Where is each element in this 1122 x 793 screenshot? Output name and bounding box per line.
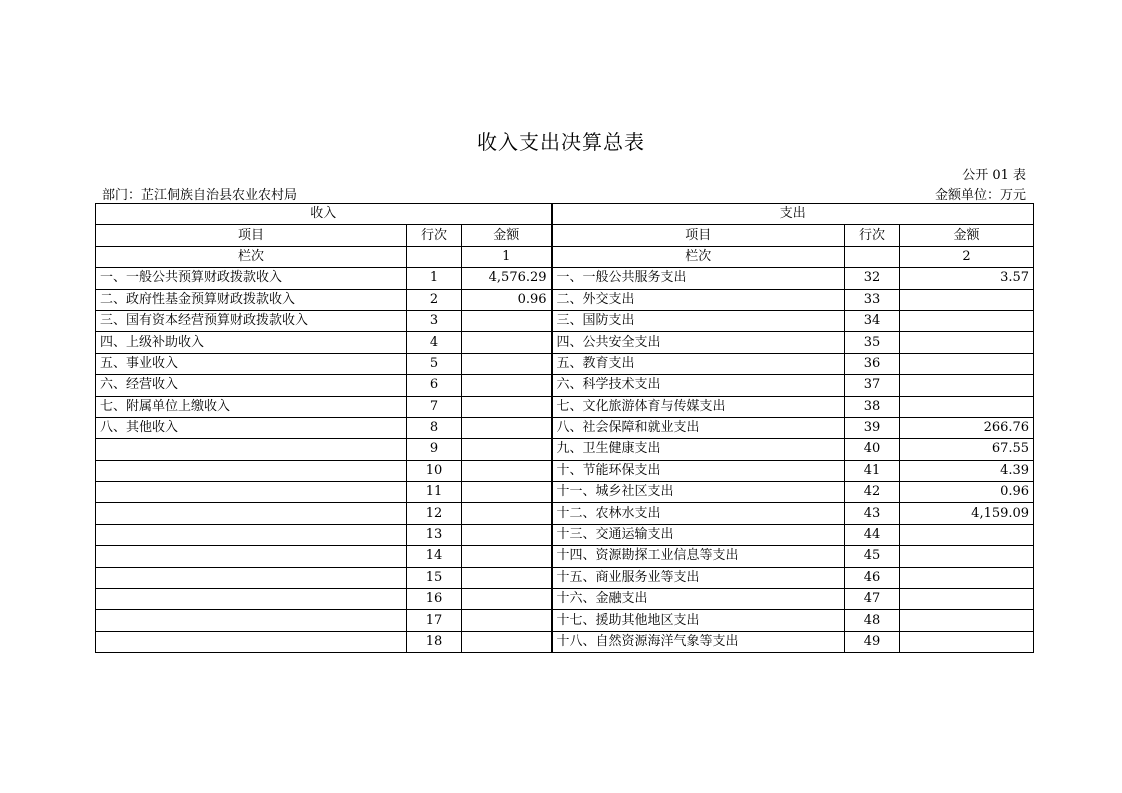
table-row <box>96 289 1034 310</box>
expense-line-number: 34 <box>845 310 900 331</box>
expense-amount <box>900 567 1034 588</box>
expense-line-number: 37 <box>845 375 900 396</box>
income-amount <box>462 460 552 481</box>
income-item: 七、附属单位上缴收入 <box>96 396 407 417</box>
expense-item: 十五、商业服务业等支出 <box>552 567 845 588</box>
income-line-number: 10 <box>407 460 462 481</box>
income-column-number-label: 栏次 <box>96 246 407 267</box>
table-row <box>96 631 1034 652</box>
income-line-number: 13 <box>407 524 462 545</box>
expense-item: 六、科学技术支出 <box>552 375 845 396</box>
expense-amount <box>900 546 1034 567</box>
income-item: 四、上级补助收入 <box>96 332 407 353</box>
expense-item: 二、外交支出 <box>552 289 845 310</box>
expense-amount: 67.55 <box>900 439 1034 460</box>
income-item: 六、经营收入 <box>96 375 407 396</box>
income-item <box>96 439 407 460</box>
income-amount-header: 金额 <box>462 225 552 246</box>
income-section-header: 收入 <box>96 204 552 225</box>
income-amount <box>462 417 552 438</box>
table-row <box>96 396 1034 417</box>
expense-line-number: 45 <box>845 546 900 567</box>
income-item <box>96 460 407 481</box>
income-amount <box>462 396 552 417</box>
income-item-header: 项目 <box>96 225 407 246</box>
expense-section-header: 支出 <box>552 204 1034 225</box>
table-row <box>96 353 1034 374</box>
expense-amount <box>900 524 1034 545</box>
expense-item: 九、卫生健康支出 <box>552 439 845 460</box>
income-item <box>96 567 407 588</box>
income-line-number: 11 <box>407 482 462 503</box>
expense-amount: 4,159.09 <box>900 503 1034 524</box>
expense-column-number: 2 <box>900 246 1034 267</box>
income-line-blank <box>407 246 462 267</box>
expense-line-number: 46 <box>845 567 900 588</box>
income-line-number: 18 <box>407 631 462 652</box>
income-amount <box>462 524 552 545</box>
expense-amount <box>900 353 1034 374</box>
department-label: 部门：芷江侗族自治县农业农村局 <box>102 188 298 203</box>
expense-item: 四、公共安全支出 <box>552 332 845 353</box>
expense-item-header: 项目 <box>552 225 845 246</box>
table-row <box>96 310 1034 331</box>
page-title: 收入支出决算总表 <box>477 130 645 154</box>
income-amount: 4,576.29 <box>462 268 552 289</box>
income-line-number: 8 <box>407 417 462 438</box>
income-line-number: 15 <box>407 567 462 588</box>
income-item <box>96 546 407 567</box>
expense-amount: 0.96 <box>900 482 1034 503</box>
expense-amount: 266.76 <box>900 417 1034 438</box>
income-column-number: 1 <box>462 246 552 267</box>
expense-amount <box>900 375 1034 396</box>
income-amount: 0.96 <box>462 289 552 310</box>
table-header-column-row <box>96 225 1034 246</box>
income-amount <box>462 589 552 610</box>
expense-item: 十七、援助其他地区支出 <box>552 610 845 631</box>
expense-amount <box>900 396 1034 417</box>
income-item <box>96 503 407 524</box>
income-amount <box>462 631 552 652</box>
expense-line-number: 49 <box>845 631 900 652</box>
expense-column-number-label: 栏次 <box>552 246 845 267</box>
table-row <box>96 417 1034 438</box>
table-row <box>96 589 1034 610</box>
income-item: 二、政府性基金预算财政拨款收入 <box>96 289 407 310</box>
income-item <box>96 589 407 610</box>
expense-item: 十六、金融支出 <box>552 589 845 610</box>
table-header-section-row <box>96 204 1034 225</box>
income-amount <box>462 439 552 460</box>
income-amount <box>462 482 552 503</box>
expense-line-number: 35 <box>845 332 900 353</box>
expense-line-number: 44 <box>845 524 900 545</box>
expense-line-number: 32 <box>845 268 900 289</box>
expense-amount <box>900 332 1034 353</box>
expense-line-number: 36 <box>845 353 900 374</box>
income-line-number: 3 <box>407 310 462 331</box>
table-body <box>96 268 1034 653</box>
expense-item: 十一、城乡社区支出 <box>552 482 845 503</box>
table-row <box>96 610 1034 631</box>
form-number: 公开 01 表 <box>962 168 1026 183</box>
income-line-number: 12 <box>407 503 462 524</box>
expense-item: 十八、自然资源海洋气象等支出 <box>552 631 845 652</box>
expense-item: 八、社会保障和就业支出 <box>552 417 845 438</box>
income-line-number: 5 <box>407 353 462 374</box>
expense-line-number: 40 <box>845 439 900 460</box>
expense-amount-header: 金额 <box>900 225 1034 246</box>
income-line-number: 7 <box>407 396 462 417</box>
income-line-number: 2 <box>407 289 462 310</box>
income-amount <box>462 503 552 524</box>
income-amount <box>462 567 552 588</box>
income-item <box>96 524 407 545</box>
expense-item: 一、一般公共服务支出 <box>552 268 845 289</box>
income-item <box>96 610 407 631</box>
income-line-number: 14 <box>407 546 462 567</box>
expense-amount <box>900 589 1034 610</box>
income-amount <box>462 610 552 631</box>
table-row <box>96 524 1034 545</box>
income-item: 八、其他收入 <box>96 417 407 438</box>
expense-line-number: 41 <box>845 460 900 481</box>
table-row <box>96 439 1034 460</box>
income-amount <box>462 353 552 374</box>
income-item: 三、国有资本经营预算财政拨款收入 <box>96 310 407 331</box>
expense-amount: 3.57 <box>900 268 1034 289</box>
expense-item: 七、文化旅游体育与传媒支出 <box>552 396 845 417</box>
income-line-number: 6 <box>407 375 462 396</box>
income-item <box>96 631 407 652</box>
income-item: 五、事业收入 <box>96 353 407 374</box>
expense-line-number: 33 <box>845 289 900 310</box>
table-row <box>96 332 1034 353</box>
table-row <box>96 268 1034 289</box>
income-amount <box>462 375 552 396</box>
expense-line-number: 43 <box>845 503 900 524</box>
expense-line-number: 48 <box>845 610 900 631</box>
expense-item: 十四、资源勘探工业信息等支出 <box>552 546 845 567</box>
expense-line-number: 47 <box>845 589 900 610</box>
table-row <box>96 460 1034 481</box>
income-line-header: 行次 <box>407 225 462 246</box>
expense-line-number: 39 <box>845 417 900 438</box>
expense-line-blank <box>845 246 900 267</box>
table-row <box>96 503 1034 524</box>
table-row <box>96 546 1034 567</box>
expense-item: 十二、农林水支出 <box>552 503 845 524</box>
income-line-number: 17 <box>407 610 462 631</box>
income-item: 一、一般公共预算财政拨款收入 <box>96 268 407 289</box>
table-row <box>96 567 1034 588</box>
income-expense-table <box>95 203 1034 653</box>
table-row <box>96 482 1034 503</box>
table-row <box>96 375 1034 396</box>
income-line-number: 9 <box>407 439 462 460</box>
table-column-number-row <box>96 246 1034 267</box>
income-line-number: 4 <box>407 332 462 353</box>
income-item <box>96 482 407 503</box>
income-amount <box>462 546 552 567</box>
expense-amount <box>900 310 1034 331</box>
income-line-number: 16 <box>407 589 462 610</box>
expense-amount <box>900 631 1034 652</box>
amount-unit-label: 金额单位：万元 <box>934 188 1026 203</box>
expense-item: 十三、交通运输支出 <box>552 524 845 545</box>
expense-item: 五、教育支出 <box>552 353 845 374</box>
expense-line-number: 38 <box>845 396 900 417</box>
income-amount <box>462 332 552 353</box>
expense-amount <box>900 289 1034 310</box>
income-amount <box>462 310 552 331</box>
expense-item: 三、国防支出 <box>552 310 845 331</box>
income-line-number: 1 <box>407 268 462 289</box>
expense-amount <box>900 610 1034 631</box>
expense-item: 十、节能环保支出 <box>552 460 845 481</box>
expense-line-header: 行次 <box>845 225 900 246</box>
expense-amount: 4.39 <box>900 460 1034 481</box>
expense-line-number: 42 <box>845 482 900 503</box>
